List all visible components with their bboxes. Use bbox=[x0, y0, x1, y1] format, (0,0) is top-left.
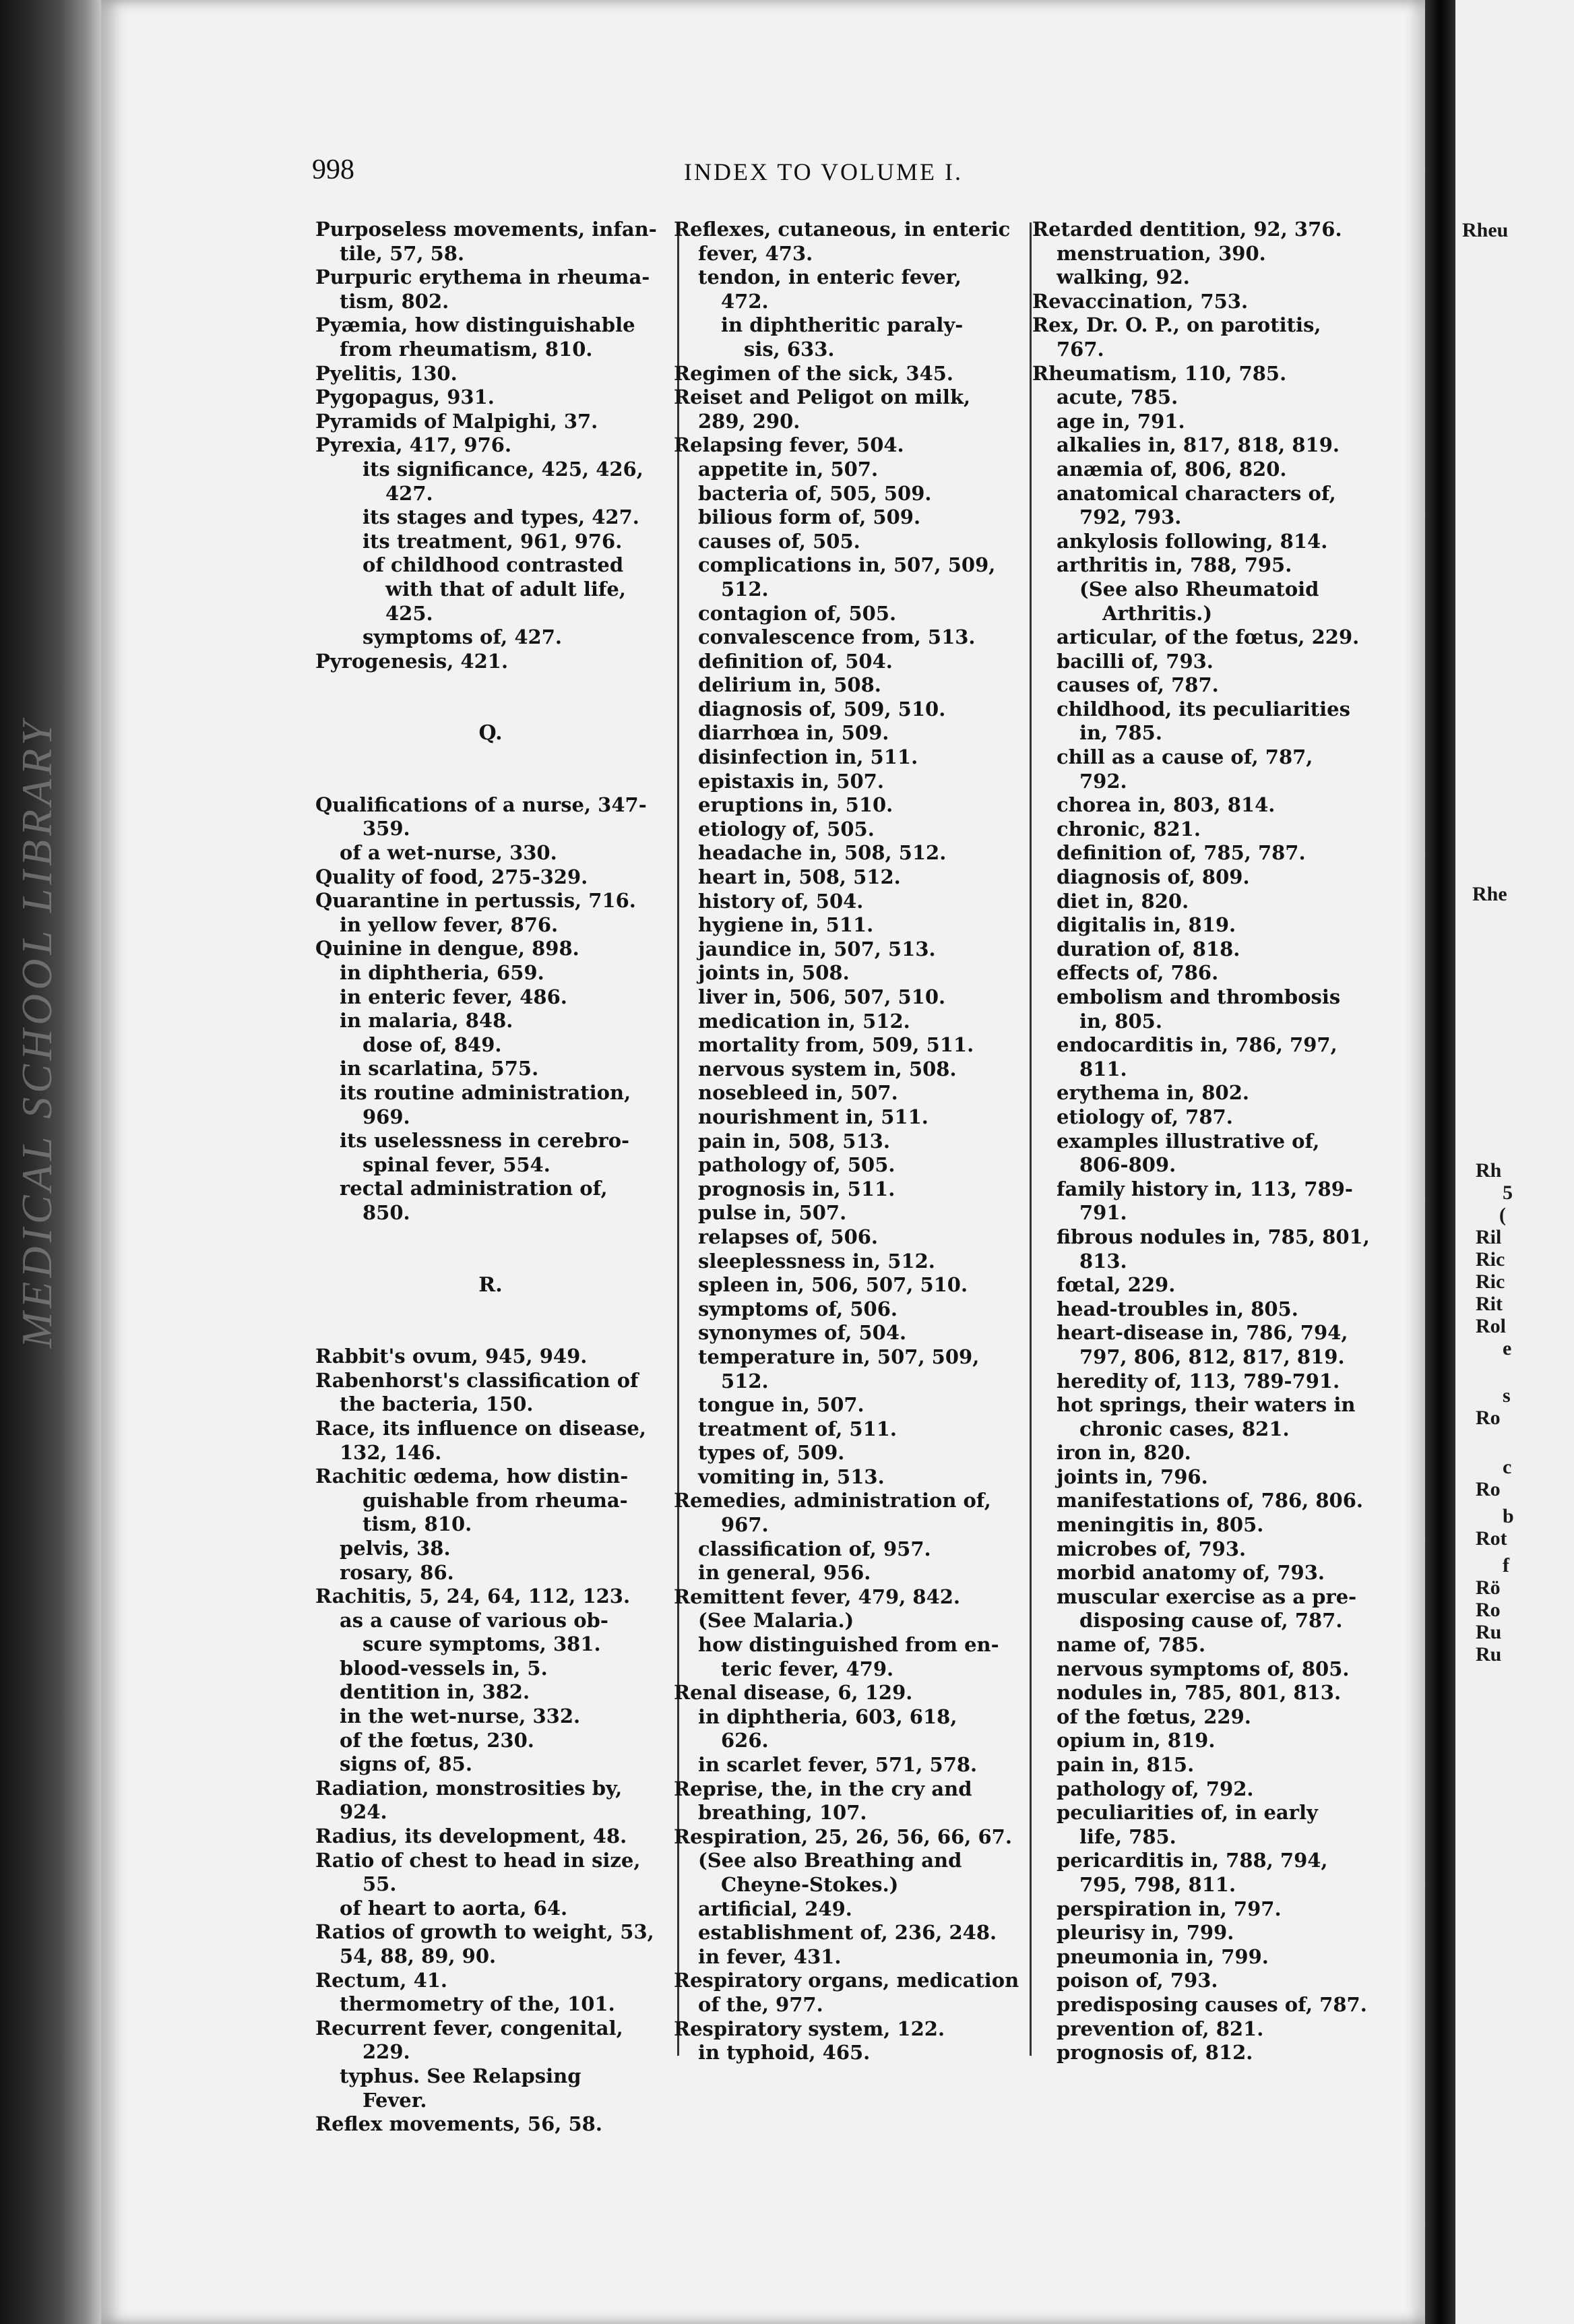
index-line: heart in, 508, 512. bbox=[698, 865, 901, 889]
index-line: ankylosis following, 814. bbox=[1057, 529, 1328, 553]
index-line: Rachitic œdema, how distin- bbox=[315, 1465, 629, 1488]
index-line: 132, 146. bbox=[340, 1440, 442, 1464]
index-line: chronic cases, 821. bbox=[1079, 1417, 1290, 1440]
index-line: Reprise, the, in the cry and bbox=[674, 1777, 972, 1800]
index-line: in malaria, 848. bbox=[340, 1009, 513, 1033]
index-line: 229. bbox=[363, 2040, 410, 2064]
index-line: symptoms of, 506. bbox=[698, 1297, 898, 1320]
index-line: its uselessness in cerebro- bbox=[340, 1129, 630, 1153]
facing-page-fragment: Ru bbox=[1476, 1643, 1502, 1665]
index-line: 813. bbox=[1079, 1249, 1127, 1273]
index-line: dose of, 849. bbox=[363, 1033, 502, 1056]
facing-page-edge bbox=[1455, 0, 1574, 2324]
index-line: diarrhœa in, 509. bbox=[698, 721, 889, 745]
facing-page-fragment: Rit bbox=[1476, 1293, 1503, 1315]
index-line: classification of, 957. bbox=[698, 1537, 931, 1560]
index-line: peculiarities of, in early bbox=[1057, 1801, 1318, 1825]
index-line: hot springs, their waters in bbox=[1057, 1393, 1356, 1417]
index-line: walking, 92. bbox=[1057, 266, 1190, 289]
index-line: heredity of, 113, 789-791. bbox=[1057, 1369, 1340, 1393]
index-line: anatomical characters of, bbox=[1057, 481, 1336, 505]
index-line: of the, 977. bbox=[698, 1992, 823, 2016]
index-line: spinal fever, 554. bbox=[363, 1153, 550, 1176]
index-line: 359. bbox=[363, 817, 410, 840]
index-line: 795, 798, 811. bbox=[1079, 1872, 1236, 1896]
index-line: thermometry of the, 101. bbox=[340, 1992, 615, 2016]
page-header bbox=[101, 154, 1425, 194]
index-line: 289, 290. bbox=[698, 409, 800, 433]
index-line: (See Malaria.) bbox=[698, 1609, 854, 1632]
index-line: 969. bbox=[363, 1105, 410, 1128]
index-line: Rex, Dr. O. P., on parotitis, bbox=[1032, 313, 1321, 337]
facing-page-fragment: Ric bbox=[1476, 1271, 1505, 1293]
index-line: 427. bbox=[385, 481, 433, 505]
index-line: Qualifications of a nurse, 347- bbox=[315, 793, 647, 816]
index-line: headache in, 508, 512. bbox=[698, 841, 947, 865]
index-line: Relapsing fever, 504. bbox=[674, 433, 904, 457]
index-line: Rabbit's ovum, 945, 949. bbox=[315, 1345, 588, 1368]
index-line: Rachitis, 5, 24, 64, 112, 123. bbox=[315, 1585, 631, 1608]
index-line: prognosis of, 812. bbox=[1057, 2041, 1253, 2065]
spacer bbox=[315, 1297, 666, 1345]
index-line: etiology of, 505. bbox=[698, 817, 875, 840]
index-line: perspiration in, 797. bbox=[1057, 1897, 1282, 1920]
index-line: arthritis in, 788, 795. bbox=[1057, 553, 1292, 577]
index-line: in diphtheria, 659. bbox=[340, 961, 544, 985]
index-line: life, 785. bbox=[1079, 1825, 1176, 1848]
facing-page-fragment: Ric bbox=[1476, 1248, 1505, 1271]
index-line: endocarditis in, 786, 797, bbox=[1057, 1033, 1337, 1057]
facing-page-fragment: c bbox=[1503, 1456, 1512, 1478]
index-line: articular, of the fœtus, 229. bbox=[1057, 625, 1360, 649]
index-line: causes of, 787. bbox=[1057, 673, 1219, 697]
index-line: Fever. bbox=[363, 2088, 427, 2112]
index-line: Pyrexia, 417, 976. bbox=[315, 433, 512, 457]
index-line: Respiratory system, 122. bbox=[674, 2017, 945, 2040]
index-line: synonymes of, 504. bbox=[698, 1321, 907, 1345]
index-line: age in, 791. bbox=[1057, 409, 1185, 433]
index-line: microbes of, 793. bbox=[1057, 1537, 1247, 1560]
index-line: in fever, 431. bbox=[698, 1945, 842, 1968]
page-number: 998 bbox=[312, 154, 354, 185]
index-line: in diphtheritic paraly- bbox=[721, 313, 964, 337]
column-rule bbox=[1030, 222, 1032, 2056]
facing-page-fragment: Rhe bbox=[1472, 883, 1507, 905]
index-line: anæmia of, 806, 820. bbox=[1057, 457, 1287, 481]
facing-page-fragment: b bbox=[1503, 1505, 1514, 1527]
index-line: Pyrogenesis, 421. bbox=[315, 649, 509, 673]
index-line: artificial, 249. bbox=[698, 1897, 852, 1920]
index-line: head-troubles in, 805. bbox=[1057, 1297, 1298, 1320]
index-line: Purposeless movements, infan- bbox=[315, 218, 657, 241]
index-line: in general, 956. bbox=[698, 1561, 871, 1585]
index-line: Rheumatism, 110, 785. bbox=[1032, 361, 1287, 385]
index-line: Reflexes, cutaneous, in enteric bbox=[674, 218, 1011, 241]
index-line: definition of, 504. bbox=[698, 649, 893, 673]
index-line: pleurisy in, 799. bbox=[1057, 1921, 1234, 1945]
index-line: digitalis in, 819. bbox=[1057, 913, 1236, 937]
index-line: pericarditis in, 788, 794, bbox=[1057, 1849, 1328, 1872]
index-line: heart-disease in, 786, 794, bbox=[1057, 1321, 1348, 1345]
section-letter: R. bbox=[478, 1273, 503, 1297]
index-line: mortality from, 509, 511. bbox=[698, 1033, 974, 1057]
index-line: 425. bbox=[385, 601, 433, 625]
index-line: in, 805. bbox=[1079, 1009, 1162, 1033]
index-line: meningitis in, 805. bbox=[1057, 1513, 1264, 1537]
index-line: 626. bbox=[721, 1729, 769, 1752]
index-line: its significance, 425, 426, bbox=[363, 457, 643, 481]
index-line: blood-vessels in, 5. bbox=[340, 1656, 548, 1680]
index-line: Arthritis.) bbox=[1102, 601, 1213, 625]
index-line: predisposing causes of, 787. bbox=[1057, 1992, 1367, 2016]
index-line: Pyæmia, how distinguishable bbox=[315, 313, 635, 337]
index-line: Reflex movements, 56, 58. bbox=[315, 2112, 602, 2136]
index-line: prognosis in, 511. bbox=[698, 1177, 895, 1200]
index-line: 791. bbox=[1079, 1201, 1127, 1225]
index-line: causes of, 505. bbox=[698, 529, 860, 553]
facing-page-fragment: Ro bbox=[1476, 1407, 1501, 1429]
index-line: iron in, 820. bbox=[1057, 1441, 1191, 1465]
index-line: scure symptoms, 381. bbox=[363, 1632, 601, 1656]
index-line: of the fœtus, 229. bbox=[1057, 1705, 1251, 1728]
index-line: in scarlet fever, 571, 578. bbox=[698, 1753, 978, 1776]
index-column-3 bbox=[1032, 218, 1383, 2240]
facing-page-fragment: Ru bbox=[1476, 1621, 1502, 1643]
facing-page-fragment: ( bbox=[1499, 1204, 1506, 1226]
index-line: 767. bbox=[1057, 337, 1104, 361]
index-line: nervous system in, 508. bbox=[698, 1057, 957, 1080]
index-line: examples illustrative of, bbox=[1057, 1129, 1320, 1153]
index-line: treatment of, 511. bbox=[698, 1417, 898, 1440]
index-line: muscular exercise as a pre- bbox=[1057, 1585, 1357, 1608]
index-line: chronic, 821. bbox=[1057, 817, 1201, 840]
index-line: liver in, 506, 507, 510. bbox=[698, 985, 946, 1008]
index-line: Quinine in dengue, 898. bbox=[315, 937, 579, 960]
index-line: history of, 504. bbox=[698, 889, 864, 913]
index-line: nourishment in, 511. bbox=[698, 1105, 928, 1128]
index-line: Rectum, 41. bbox=[315, 1968, 448, 1992]
library-stamp: MEDICAL SCHOOL LIBRARY bbox=[13, 717, 61, 1348]
index-line: definition of, 785, 787. bbox=[1057, 841, 1306, 865]
index-line: alkalies in, 817, 818, 819. bbox=[1057, 433, 1340, 457]
index-line: types of, 509. bbox=[698, 1441, 845, 1465]
index-line: joints in, 796. bbox=[1057, 1465, 1208, 1488]
index-line: hygiene in, 511. bbox=[698, 913, 874, 937]
index-line: complications in, 507, 509, bbox=[698, 553, 996, 577]
index-line: symptoms of, 427. bbox=[363, 625, 562, 649]
index-line: how distinguished from en- bbox=[698, 1633, 999, 1657]
index-line: 55. bbox=[363, 1872, 397, 1896]
index-line: vomiting in, 513. bbox=[698, 1465, 885, 1488]
index-line: 924. bbox=[340, 1800, 387, 1824]
index-line: breathing, 107. bbox=[698, 1801, 867, 1825]
facing-page-fragment: Rol bbox=[1476, 1315, 1506, 1337]
index-line: contagion of, 505. bbox=[698, 601, 897, 625]
index-line: Rabenhorst's classification of bbox=[315, 1368, 639, 1392]
index-line: bacilli of, 793. bbox=[1057, 649, 1214, 673]
index-line: rosary, 86. bbox=[340, 1560, 454, 1584]
index-line: (See also Rheumatoid bbox=[1079, 577, 1319, 601]
index-line: menstruation, 390. bbox=[1057, 241, 1266, 265]
index-line: Ratios of growth to weight, 53, bbox=[315, 1920, 654, 1944]
index-line: tendon, in enteric fever, bbox=[698, 266, 962, 289]
index-line: typhus. See Relapsing bbox=[340, 2064, 581, 2087]
index-line: convalescence from, 513. bbox=[698, 625, 976, 649]
index-line: teric fever, 479. bbox=[721, 1657, 894, 1680]
index-line: nosebleed in, 507. bbox=[698, 1081, 898, 1105]
index-line: 967. bbox=[721, 1513, 769, 1537]
running-title: INDEX TO VOLUME I. bbox=[684, 158, 963, 185]
index-line: Retarded dentition, 92, 376. bbox=[1032, 218, 1342, 241]
index-line: bacteria of, 505, 509. bbox=[698, 481, 932, 505]
index-line: in typhoid, 465. bbox=[698, 2041, 871, 2065]
facing-page-fragment: Ro bbox=[1476, 1478, 1501, 1500]
index-line: Respiratory organs, medication bbox=[674, 1969, 1019, 1992]
index-line: effects of, 786. bbox=[1057, 961, 1219, 985]
index-line: 850. bbox=[363, 1200, 410, 1224]
spacer bbox=[315, 745, 666, 793]
index-line: guishable from rheuma- bbox=[363, 1488, 628, 1512]
index-line: disposing cause of, 787. bbox=[1079, 1609, 1343, 1632]
index-line: poison of, 793. bbox=[1057, 1969, 1218, 1992]
index-line: etiology of, 787. bbox=[1057, 1105, 1233, 1128]
facing-page-fragment: Ril bbox=[1476, 1226, 1502, 1248]
index-line: Remedies, administration of, bbox=[674, 1489, 991, 1512]
index-line: diagnosis of, 809. bbox=[1057, 865, 1250, 889]
index-line: Radius, its development, 48. bbox=[315, 1825, 627, 1848]
index-line: Regimen of the sick, 345. bbox=[674, 361, 954, 385]
index-line: rectal administration of, bbox=[340, 1177, 608, 1200]
index-line: signs of, 85. bbox=[340, 1752, 472, 1776]
index-line: diet in, 820. bbox=[1057, 889, 1189, 913]
index-line: 54, 88, 89, 90. bbox=[340, 1945, 497, 1967]
index-line: 512. bbox=[721, 1369, 769, 1393]
section-letter: Q. bbox=[478, 721, 503, 745]
index-line: Revaccination, 753. bbox=[1032, 289, 1249, 313]
index-line: pneumonia in, 799. bbox=[1057, 1945, 1269, 1968]
facing-page-fragment: Ro bbox=[1476, 1599, 1501, 1621]
index-line: its treatment, 961, 976. bbox=[363, 529, 623, 553]
index-line: pain in, 508, 513. bbox=[698, 1129, 890, 1153]
index-line: fibrous nodules in, 785, 801, bbox=[1057, 1225, 1370, 1248]
index-line: sis, 633. bbox=[744, 337, 835, 361]
index-line: eruptions in, 510. bbox=[698, 793, 893, 817]
facing-page-fragment: Rot bbox=[1476, 1527, 1507, 1550]
index-line: morbid anatomy of, 793. bbox=[1057, 1561, 1325, 1585]
index-line: manifestations of, 786, 806. bbox=[1057, 1489, 1364, 1512]
index-line: dentition in, 382. bbox=[340, 1680, 530, 1704]
index-line: Reiset and Peligot on milk, bbox=[674, 386, 971, 409]
index-line: fœtal, 229. bbox=[1057, 1273, 1176, 1297]
index-line: Recurrent fever, congenital, bbox=[315, 2016, 623, 2040]
index-line: in diphtheria, 603, 618, bbox=[698, 1705, 957, 1728]
index-line: Quarantine in pertussis, 716. bbox=[315, 889, 636, 913]
index-line: with that of adult life, bbox=[385, 577, 626, 601]
index-line: Renal disease, 6, 129. bbox=[674, 1681, 913, 1705]
index-line: in scarlatina, 575. bbox=[340, 1057, 539, 1080]
scanner-edge bbox=[0, 0, 101, 2324]
index-line: its routine administration, bbox=[340, 1081, 631, 1104]
index-line: 806-809. bbox=[1079, 1153, 1176, 1177]
index-line: sleeplessness in, 512. bbox=[698, 1249, 935, 1273]
index-line: chill as a cause of, 787, bbox=[1057, 745, 1313, 769]
index-line: nodules in, 785, 801, 813. bbox=[1057, 1681, 1342, 1705]
index-line: Pygopagus, 931. bbox=[315, 386, 495, 409]
facing-page-fragment: Rh bbox=[1476, 1159, 1502, 1182]
facing-page-fragment: e bbox=[1503, 1337, 1512, 1359]
index-line: tism, 802. bbox=[340, 289, 449, 313]
index-line: from rheumatism, 810. bbox=[340, 337, 593, 361]
index-line: pain in, 815. bbox=[1057, 1753, 1195, 1776]
index-line: bilious form of, 509. bbox=[698, 506, 921, 529]
index-line: temperature in, 507, 509, bbox=[698, 1345, 980, 1368]
index-line: diagnosis of, 509, 510. bbox=[698, 697, 946, 721]
index-line: jaundice in, 507, 513. bbox=[698, 937, 936, 960]
index-line: fever, 473. bbox=[698, 241, 813, 265]
index-line: in the wet-nurse, 332. bbox=[340, 1705, 581, 1728]
index-line: Ratio of chest to head in size, bbox=[315, 1848, 641, 1872]
index-line: chorea in, 803, 814. bbox=[1057, 793, 1276, 817]
index-line: erythema in, 802. bbox=[1057, 1081, 1250, 1105]
facing-page-fragment: 5 bbox=[1503, 1182, 1513, 1204]
index-line: medication in, 512. bbox=[698, 1009, 910, 1033]
index-line: 797, 806, 812, 817, 819. bbox=[1079, 1345, 1345, 1368]
index-line: name of, 785. bbox=[1057, 1633, 1206, 1657]
index-line: Purpuric erythema in rheuma- bbox=[315, 266, 650, 289]
facing-page-fragment: f bbox=[1503, 1554, 1509, 1577]
index-line: 472. bbox=[721, 289, 769, 313]
index-line: 792, 793. bbox=[1079, 506, 1182, 529]
index-line: of heart to aorta, 64. bbox=[340, 1896, 568, 1920]
index-line: 792. bbox=[1079, 769, 1127, 793]
index-line: tile, 57, 58. bbox=[340, 241, 465, 265]
index-line: Radiation, monstrosities by, bbox=[315, 1776, 623, 1800]
index-line: acute, 785. bbox=[1057, 386, 1178, 409]
index-line: duration of, 818. bbox=[1057, 937, 1240, 960]
index-line: Respiration, 25, 26, 56, 66, 67. bbox=[674, 1825, 1012, 1848]
index-line: 512. bbox=[721, 577, 769, 601]
index-line: tongue in, 507. bbox=[698, 1393, 864, 1417]
facing-page-fragment: Rö bbox=[1476, 1577, 1501, 1599]
spacer bbox=[315, 673, 666, 721]
index-line: of childhood contrasted bbox=[363, 553, 624, 577]
index-line: as a cause of various ob- bbox=[340, 1608, 608, 1632]
index-line: epistaxis in, 507. bbox=[698, 769, 884, 793]
index-line: prevention of, 821. bbox=[1057, 2017, 1264, 2040]
index-line: Pyramids of Malpighi, 37. bbox=[315, 409, 598, 433]
index-line: in, 785. bbox=[1079, 721, 1162, 745]
index-line: pulse in, 507. bbox=[698, 1201, 847, 1225]
index-line: relapses of, 506. bbox=[698, 1225, 879, 1248]
index-line: in enteric fever, 486. bbox=[340, 985, 567, 1008]
facing-page-fragment: Rheu bbox=[1462, 219, 1509, 241]
index-line: pathology of, 792. bbox=[1057, 1777, 1254, 1800]
index-line: Quality of food, 275-329. bbox=[315, 865, 588, 888]
index-line: tism, 810. bbox=[363, 1512, 472, 1536]
index-line: Race, its influence on disease, bbox=[315, 1416, 646, 1440]
index-line: spleen in, 506, 507, 510. bbox=[698, 1273, 968, 1297]
index-line: disinfection in, 511. bbox=[698, 745, 918, 769]
index-line: (See also Breathing and bbox=[698, 1849, 962, 1872]
index-line: in yellow fever, 876. bbox=[340, 913, 559, 936]
index-line: Pyelitis, 130. bbox=[315, 361, 458, 385]
index-line: appetite in, 507. bbox=[698, 457, 879, 481]
index-line: Remittent fever, 479, 842. bbox=[674, 1585, 961, 1608]
index-line: nervous symptoms of, 805. bbox=[1057, 1657, 1350, 1680]
index-line: establishment of, 236, 248. bbox=[698, 1921, 997, 1945]
index-column-2 bbox=[674, 218, 1024, 2240]
index-line: joints in, 508. bbox=[698, 961, 850, 985]
index-line: opium in, 819. bbox=[1057, 1729, 1216, 1752]
index-line: delirium in, 508. bbox=[698, 673, 881, 697]
index-line: pathology of, 505. bbox=[698, 1153, 895, 1177]
index-column-1 bbox=[315, 218, 666, 2240]
index-page bbox=[101, 0, 1425, 2324]
index-line: of the fœtus, 230. bbox=[340, 1728, 534, 1752]
index-line: its stages and types, 427. bbox=[363, 506, 639, 529]
facing-page-fragment: s bbox=[1503, 1384, 1511, 1407]
index-line: the bacteria, 150. bbox=[340, 1393, 534, 1416]
index-line: family history in, 113, 789- bbox=[1057, 1177, 1353, 1200]
index-line: pelvis, 38. bbox=[340, 1536, 451, 1560]
index-line: of a wet-nurse, 330. bbox=[340, 841, 557, 865]
book-gutter bbox=[1425, 0, 1455, 2324]
index-line: Cheyne-Stokes.) bbox=[721, 1872, 899, 1896]
index-line: embolism and thrombosis bbox=[1057, 985, 1341, 1008]
spacer bbox=[315, 1225, 666, 1273]
index-line: childhood, its peculiarities bbox=[1057, 697, 1350, 721]
index-line: 811. bbox=[1079, 1057, 1127, 1080]
